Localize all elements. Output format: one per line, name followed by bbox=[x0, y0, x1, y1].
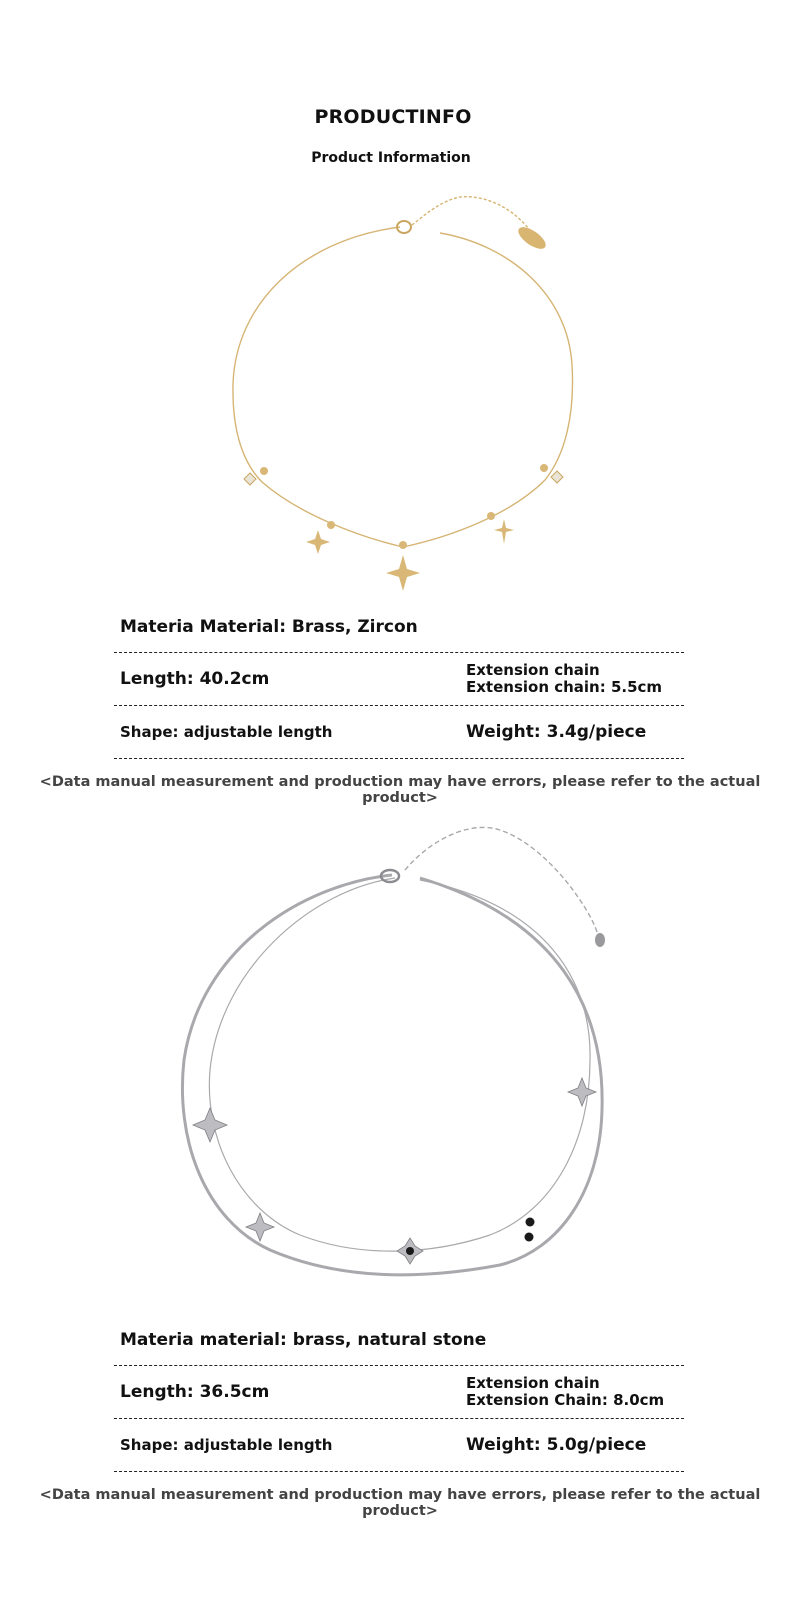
divider bbox=[114, 1471, 684, 1472]
extension-value: Extension chain: 5.5cm bbox=[466, 678, 663, 696]
silver-necklace-image bbox=[0, 810, 800, 1310]
material-row: Materia material: brass, natural stone bbox=[120, 1330, 487, 1350]
extension-value: Extension Chain: 8.0cm bbox=[466, 1391, 665, 1409]
page-title: PRODUCTINFO bbox=[314, 106, 472, 128]
gold-necklace-image bbox=[0, 185, 800, 605]
shape-row bbox=[114, 706, 684, 758]
extension-title: Extension chain bbox=[466, 1374, 600, 1392]
length-value: Length: 36.5cm bbox=[120, 1382, 270, 1402]
extension-title: Extension chain bbox=[466, 661, 600, 679]
page-subtitle: Product Information bbox=[311, 150, 471, 166]
shape-row bbox=[114, 1419, 684, 1471]
extension-cell bbox=[466, 1375, 684, 1409]
length-value: Length: 40.2cm bbox=[120, 669, 270, 689]
divider bbox=[114, 758, 684, 759]
product-2-specs bbox=[114, 1315, 684, 1472]
measurement-note: <Data manual measurement and production may have errors, please refer to the actual product> bbox=[39, 774, 761, 806]
shape-value: Shape: adjustable length bbox=[120, 723, 333, 741]
length-row bbox=[114, 1366, 684, 1418]
weight-value: Weight: 5.0g/piece bbox=[466, 1434, 647, 1455]
length-row bbox=[114, 653, 684, 705]
product-1-specs bbox=[114, 602, 684, 759]
extension-cell bbox=[466, 662, 684, 696]
measurement-note: <Data manual measurement and production may have errors, please refer to the actual product> bbox=[39, 1487, 761, 1519]
weight-value: Weight: 3.4g/piece bbox=[466, 721, 647, 742]
shape-value: Shape: adjustable length bbox=[120, 1436, 333, 1454]
material-row: Materia Material: Brass, Zircon bbox=[120, 617, 418, 637]
